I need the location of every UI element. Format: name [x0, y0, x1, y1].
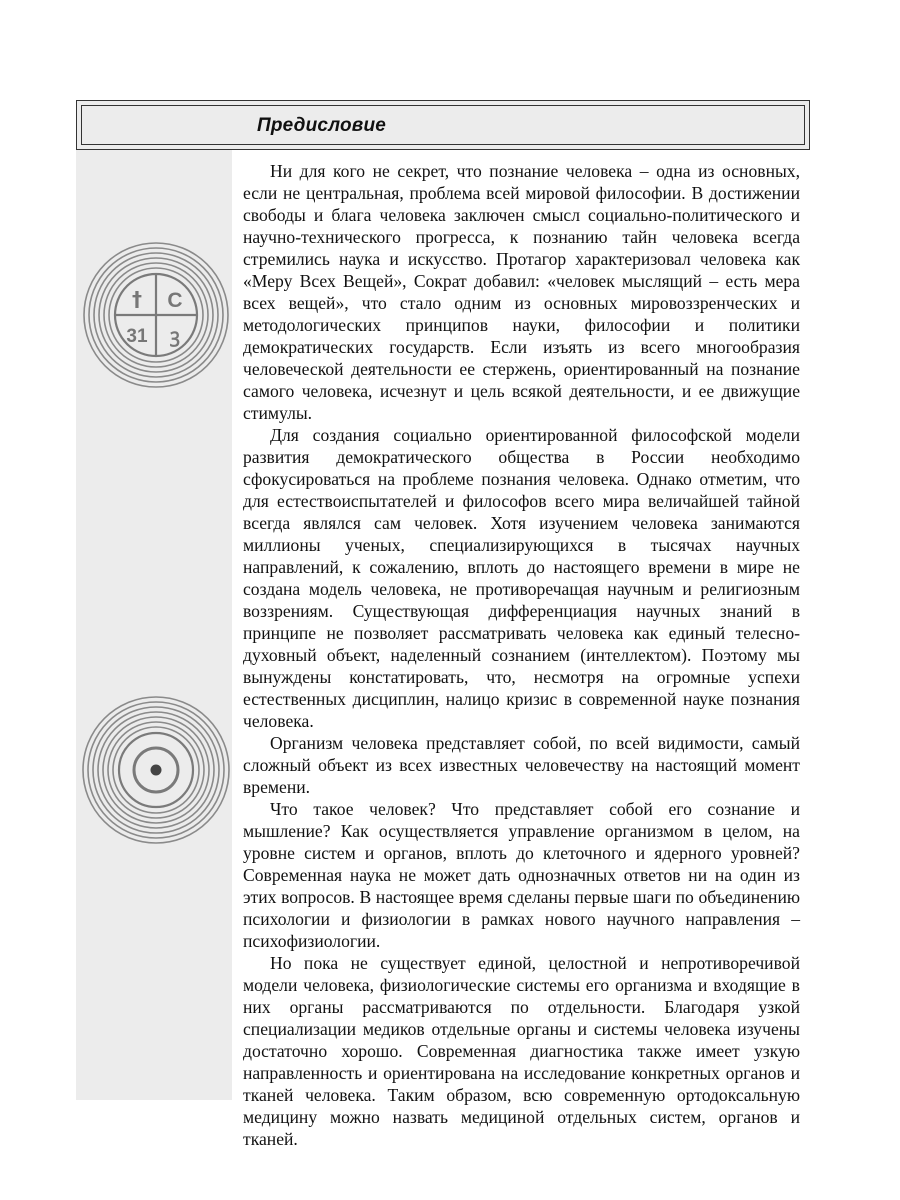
- paragraph: Но пока не существует единой, целостной и непротиворечивой модели человека, физиологические системы его организма и входящие в них органы рассматриваются по отдельности. Благодаря узкой специализации медиков отдельные органы и системы человека изучены достаточно хорошо. Современная диагностика также имеет узкую направленность и ориентирована на исследование конкретных органов и тканей человека. Таким образом, всю современную ортодоксальную медицину можно назвать медициной отдельных систем, органов и тканей.: [243, 953, 800, 1149]
- paragraph: Организм человека представляет собой, по всей видимости, самый сложный объект из всех известных человечеству на настоящий момент времени.: [243, 733, 800, 797]
- emblem-cross-glyph: †: [132, 287, 142, 311]
- paragraph: Для создания социально ориентированной философской модели развития демократического общества в России необходимо сфокусироваться на проблеме познания человека. Однако отметим, что для естествоиспытателей и философов всего мира величайшей тайной всегда являлся сам человек. Хотя изучением человека занимаются миллионы ученых, специализирующихся в тысячах научных направлений, к сожалению, вплоть до настоящего времени в мире не создана модель человека, не противоречащая научным и религиозным воззрениям. Существующая дифференциация научных знаний в принципе не позволяет рассматривать человека как единый телесно-духовный объект, наделенный сознанием (интеллектом). Поэтому мы вынуждены констатировать, что, несмотря на огромные успехи естественных дисциплин, налицо кризис в современной науке познания человека.: [243, 425, 800, 731]
- body-text: [243, 160, 800, 1150]
- quadrant-emblem: [81, 240, 231, 390]
- center-dot-icon: [151, 765, 162, 776]
- section-header: [76, 100, 810, 150]
- circle-dot-emblem: [80, 694, 232, 846]
- paragraph: Что такое человек? Что представляет собой его сознание и мышление? Как осуществляется управление организмом в целом, на уровне систем и органов, вплоть до клеточного и ядерного уровней? Современная наука не может дать однозначных ответов ни на один из этих вопросов. В настоящее время сделаны первые шаги по объединению психологии и физиологии в рамках нового научного направления – психофизиологии.: [243, 799, 800, 951]
- emblem-number-31: 31: [126, 326, 148, 347]
- emblem-symbol-glyph: ꝫ: [170, 325, 180, 347]
- emblem-letter-c: С: [167, 289, 183, 312]
- page-title: Предисловие: [257, 115, 387, 136]
- section-header-frame: [81, 105, 805, 145]
- paragraph: Ни для кого не секрет, что познание человека – одна из основных, если не центральная, проблема всей мировой философии. В достижении свободы и блага человека заключен смысл социально-политического и научно-технического прогресса, к познанию тайн человека всегда стремились наука и искусство. Протагор характеризовал человека как «Меру Всех Вещей», Сократ добавил: «человек мыслящий – есть мера всех вещей», что стало одним из основных мировоззренческих и методологических принципов науки, философии и политики демократических государств. Если изъять из всего многообразия человеческой деятельности ее стержень, ориентированный на познание самого человека, исчезнут и цель всякой деятельности, и ее движущие стимулы.: [243, 161, 800, 423]
